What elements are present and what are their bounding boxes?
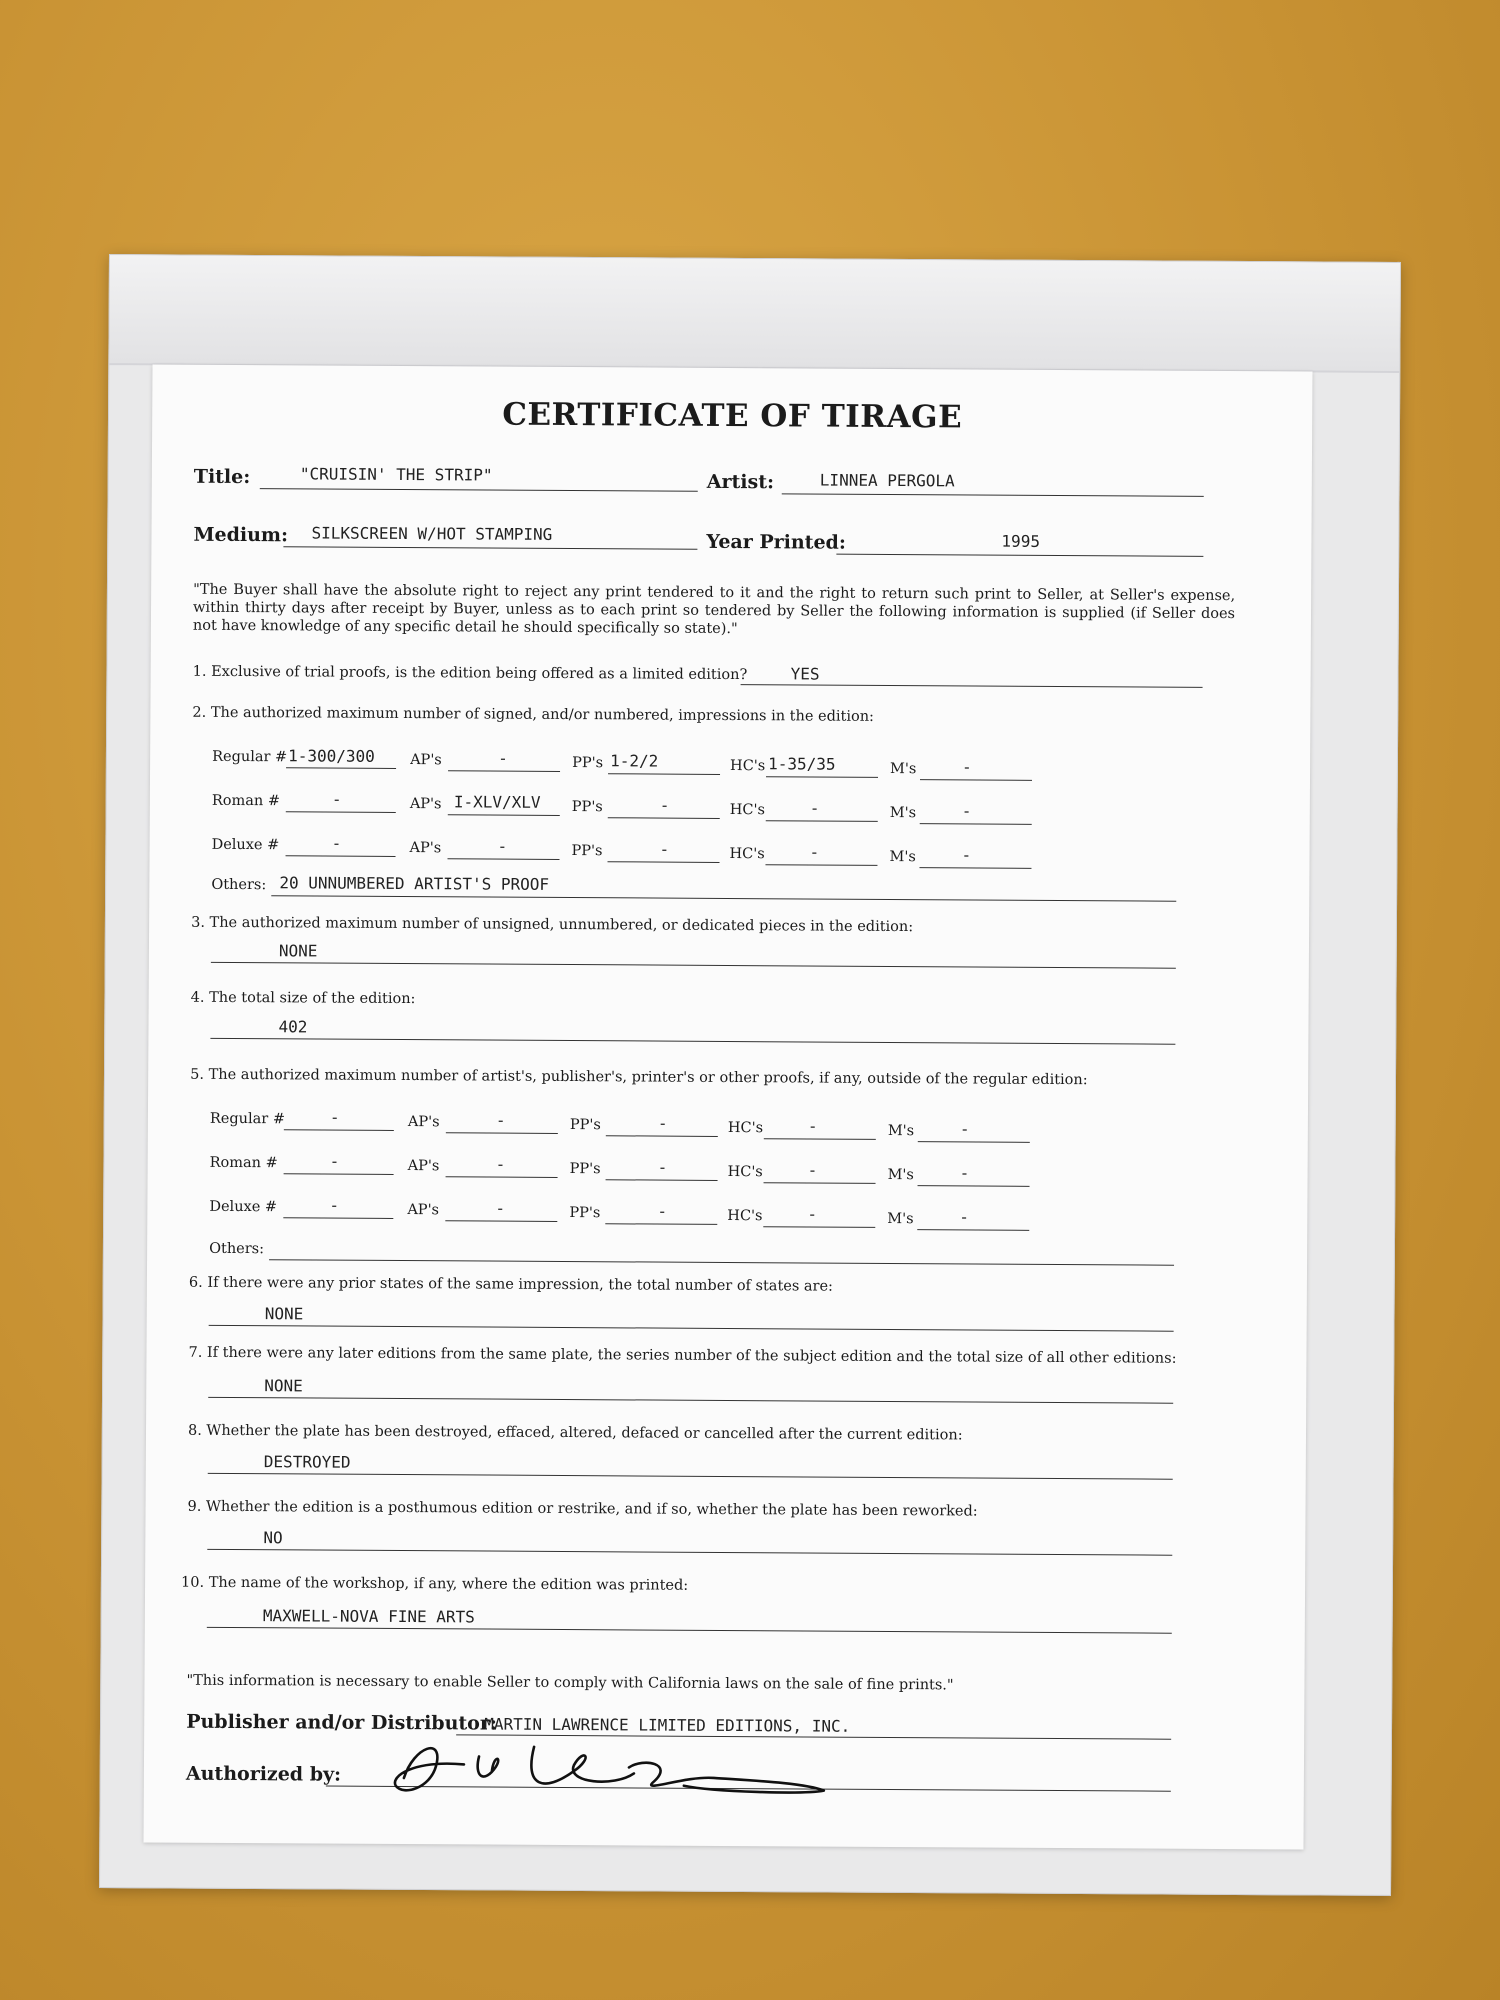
q5-regular-m-label: M's xyxy=(887,1122,915,1140)
q2-regular-pp-line xyxy=(608,773,720,775)
artist-line xyxy=(782,493,1204,497)
q5-roman-pp-value: - xyxy=(657,1157,668,1177)
title-label: Title: xyxy=(193,465,251,489)
q6-line xyxy=(209,1325,1174,1332)
q2-roman-hc-value: - xyxy=(809,798,820,818)
q9-line xyxy=(207,1549,1172,1556)
q9-answer: NO xyxy=(263,1528,283,1548)
q5-deluxe-ap-label: AP's xyxy=(407,1202,440,1219)
q2-roman-hc-label: HC's xyxy=(729,802,766,819)
q6-answer: NONE xyxy=(264,1304,304,1324)
q1-answer: YES xyxy=(790,664,820,684)
q5-deluxe-ap-line xyxy=(445,1220,557,1222)
artist-value: LINNEA PERGOLA xyxy=(819,470,955,491)
q2-regular-hc-label: HC's xyxy=(730,758,766,775)
q2-regular-ap-label: AP's xyxy=(410,752,442,769)
question-9: 9. Whether the edition is a posthumous edition or restrike, and if so, whether the plate has been reworked: xyxy=(187,1498,978,1520)
question-6: 6. If there were any prior states of the same impression, the total number of states are: xyxy=(188,1274,834,1295)
q2-deluxe-value: - xyxy=(331,833,342,853)
q2-roman-line xyxy=(286,811,396,813)
q2-others-label: Others: xyxy=(211,876,267,894)
q5-regular-pp-value: - xyxy=(657,1113,668,1133)
q2-regular-ap-value: - xyxy=(498,748,508,768)
q5-roman-ap-line xyxy=(446,1176,558,1178)
q2-regular-value: 1-300/300 xyxy=(288,746,375,766)
q2-regular-ap-line xyxy=(448,770,560,772)
q2-deluxe-m-line xyxy=(919,867,1031,869)
question-3: 3. The authorized maximum number of unsigned, unnumbered, or dedicated pieces in the edition: xyxy=(191,914,914,936)
q5-regular-hc-value: - xyxy=(807,1116,818,1136)
q5-roman-label: Roman # xyxy=(209,1154,278,1172)
signature-mark xyxy=(384,1726,844,1809)
q4-answer: 402 xyxy=(278,1017,308,1037)
q5-deluxe-hc-line xyxy=(763,1226,875,1228)
q1-line xyxy=(741,684,1203,688)
q10-line xyxy=(207,1627,1172,1634)
question-1: 1. Exclusive of trial proofs, is the edition being offered as a limited edition? xyxy=(192,663,748,684)
q5-roman-m-value: - xyxy=(959,1163,970,1183)
question-8: 8. Whether the plate has been destroyed, effaced, altered, defaced or cancelled after the current edition: xyxy=(187,1422,963,1444)
question-10: 10. The name of the workshop, if any, where the edition was printed: xyxy=(181,1574,689,1594)
q7-answer: NONE xyxy=(264,1376,303,1396)
question-4: 4. The total size of the edition: xyxy=(190,989,416,1008)
q5-regular-pp-line xyxy=(606,1135,718,1137)
q5-roman-m-line xyxy=(918,1185,1030,1187)
q2-deluxe-ap-value: - xyxy=(497,836,508,856)
q2-deluxe-pp-label: PP's xyxy=(571,843,603,860)
q5-regular-ap-value: - xyxy=(495,1110,506,1130)
q5-deluxe-pp-label: PP's xyxy=(569,1205,601,1222)
q5-roman-hc-line xyxy=(764,1182,876,1184)
q5-roman-m-label: M's xyxy=(887,1166,914,1184)
q2-deluxe-m-label: M's xyxy=(889,848,916,866)
year-line xyxy=(836,554,1203,557)
q2-roman-pp-value: - xyxy=(659,795,670,815)
q2-roman-m-line xyxy=(920,823,1032,825)
q5-regular-pp-label: PP's xyxy=(569,1117,601,1134)
medium-label: Medium: xyxy=(193,523,289,547)
q5-deluxe-m-line xyxy=(917,1229,1029,1231)
q5-roman-pp-label: PP's xyxy=(569,1161,601,1178)
q5-roman-line xyxy=(284,1173,394,1175)
q5-deluxe-m-value: - xyxy=(959,1207,970,1227)
medium-line xyxy=(283,546,697,550)
q2-roman-pp-label: PP's xyxy=(571,799,603,816)
q2-roman-ap-value: I-XLV/XLV xyxy=(453,792,541,812)
q2-regular-hc-value: 1-35/35 xyxy=(768,754,836,774)
q2-roman-hc-line xyxy=(766,820,878,822)
certificate-sheet xyxy=(143,364,1312,1849)
q4-line xyxy=(210,1038,1175,1045)
q5-roman-ap-value: - xyxy=(495,1154,506,1174)
q5-deluxe-pp-value: - xyxy=(657,1201,668,1221)
q5-regular-value: - xyxy=(329,1107,340,1127)
q5-regular-ap-line xyxy=(446,1132,558,1134)
publisher-label: Publisher and/or Distributor: xyxy=(186,1710,497,1735)
q2-roman-ap-label: AP's xyxy=(409,796,442,813)
q5-deluxe-m-label: M's xyxy=(887,1210,914,1228)
q2-regular-m-label: M's xyxy=(890,760,917,778)
q2-deluxe-pp-line xyxy=(607,861,719,863)
authorized-label: Authorized by: xyxy=(185,1762,342,1786)
q5-others-label: Others: xyxy=(209,1240,265,1258)
q5-regular-hc-line xyxy=(764,1138,876,1140)
california-law-note: "This information is necessary to enable Seller to comply with California laws on the sale of fine prints." xyxy=(186,1672,954,1694)
q5-roman-hc-label: HC's xyxy=(727,1163,763,1181)
q8-line xyxy=(208,1473,1173,1480)
artist-label: Artist: xyxy=(706,470,775,494)
question-7: 7. If there were any later editions from the same plate, the series number of the subject edition and the total size of all other editions: xyxy=(188,1344,1177,1367)
q8-answer: DESTROYED xyxy=(263,1452,351,1472)
q2-regular-m-line xyxy=(920,779,1032,781)
q5-roman-value: - xyxy=(329,1151,340,1171)
q2-deluxe-hc-label: HC's xyxy=(729,846,765,863)
q2-deluxe-label: Deluxe # xyxy=(211,836,280,854)
q7-line xyxy=(208,1397,1173,1404)
q2-regular-m-value: - xyxy=(962,757,972,777)
year-value: 1995 xyxy=(1001,531,1041,551)
q5-others-line xyxy=(269,1259,1174,1266)
q5-deluxe-hc-value: - xyxy=(807,1204,818,1224)
title-value: "CRUISIN' THE STRIP" xyxy=(299,464,493,485)
q2-regular-hc-line xyxy=(766,776,878,778)
q2-roman-value: - xyxy=(331,789,342,809)
q5-regular-m-line xyxy=(918,1141,1030,1143)
q5-regular-label: Regular # xyxy=(209,1110,286,1128)
q3-answer: NONE xyxy=(278,941,318,961)
q2-roman-m-label: M's xyxy=(889,804,917,822)
q5-regular-m-value: - xyxy=(959,1119,970,1139)
q2-deluxe-line xyxy=(286,855,396,857)
year-label: Year Printed: xyxy=(706,530,846,554)
q2-roman-m-value: - xyxy=(961,801,972,821)
q2-deluxe-hc-value: - xyxy=(809,842,820,862)
q2-regular-pp-label: PP's xyxy=(572,755,604,772)
page-title: CERTIFICATE OF TIRAGE xyxy=(502,396,963,436)
q5-roman-hc-value: - xyxy=(807,1160,818,1180)
q2-roman-pp-line xyxy=(608,817,720,819)
sleeve-flap xyxy=(109,255,1400,373)
q2-roman-label: Roman # xyxy=(211,792,281,810)
medium-value: SILKSCREEN W/HOT STAMPING xyxy=(311,523,553,544)
q5-deluxe-value: - xyxy=(329,1195,340,1215)
q5-roman-ap-label: AP's xyxy=(407,1158,440,1175)
q2-regular-line xyxy=(286,767,396,769)
question-5: 5. The authorized maximum number of artist's, publisher's, printer's or other proofs, if any, outside of the regular edition: xyxy=(190,1066,1088,1089)
buyer-rights-paragraph: "The Buyer shall have the absolute right to reject any print tendered to it and the right to return such print to Seller, at Seller's expense, within thirty days after receipt by Buyer, unless as to each print so tendered by Seller the following information is supplied (if Seller does not have knowledge of any specific detail he should specifically so state)." xyxy=(192,581,1236,638)
q5-regular-ap-label: AP's xyxy=(407,1114,440,1131)
q2-deluxe-m-value: - xyxy=(961,845,972,865)
title-line xyxy=(260,488,698,492)
q2-deluxe-pp-value: - xyxy=(659,839,670,859)
q2-regular-label: Regular # xyxy=(212,748,288,766)
q3-line xyxy=(211,962,1176,969)
q2-others-line xyxy=(271,895,1176,902)
q5-roman-pp-line xyxy=(606,1179,718,1181)
q5-deluxe-line xyxy=(283,1217,393,1219)
q5-regular-line xyxy=(284,1129,394,1131)
question-2: 2. The authorized maximum number of signed, and/or numbered, impressions in the edition: xyxy=(192,704,875,725)
q5-deluxe-label: Deluxe # xyxy=(209,1198,278,1216)
q5-deluxe-pp-line xyxy=(605,1223,717,1225)
publisher-value: MARTIN LAWRENCE LIMITED EDITIONS, INC. xyxy=(484,1714,851,1736)
q2-deluxe-ap-line xyxy=(448,858,560,860)
q5-deluxe-hc-label: HC's xyxy=(727,1207,763,1225)
q5-deluxe-ap-value: - xyxy=(495,1198,506,1218)
q2-others-value: 20 UNNUMBERED ARTIST'S PROOF xyxy=(279,873,550,894)
q2-roman-ap-line xyxy=(448,814,560,816)
q5-regular-hc-label: HC's xyxy=(727,1119,764,1137)
q2-regular-pp-value: 1-2/2 xyxy=(610,751,659,771)
q10-answer: MAXWELL-NOVA FINE ARTS xyxy=(262,1606,475,1627)
q2-deluxe-ap-label: AP's xyxy=(409,840,442,857)
q2-deluxe-hc-line xyxy=(765,864,877,866)
